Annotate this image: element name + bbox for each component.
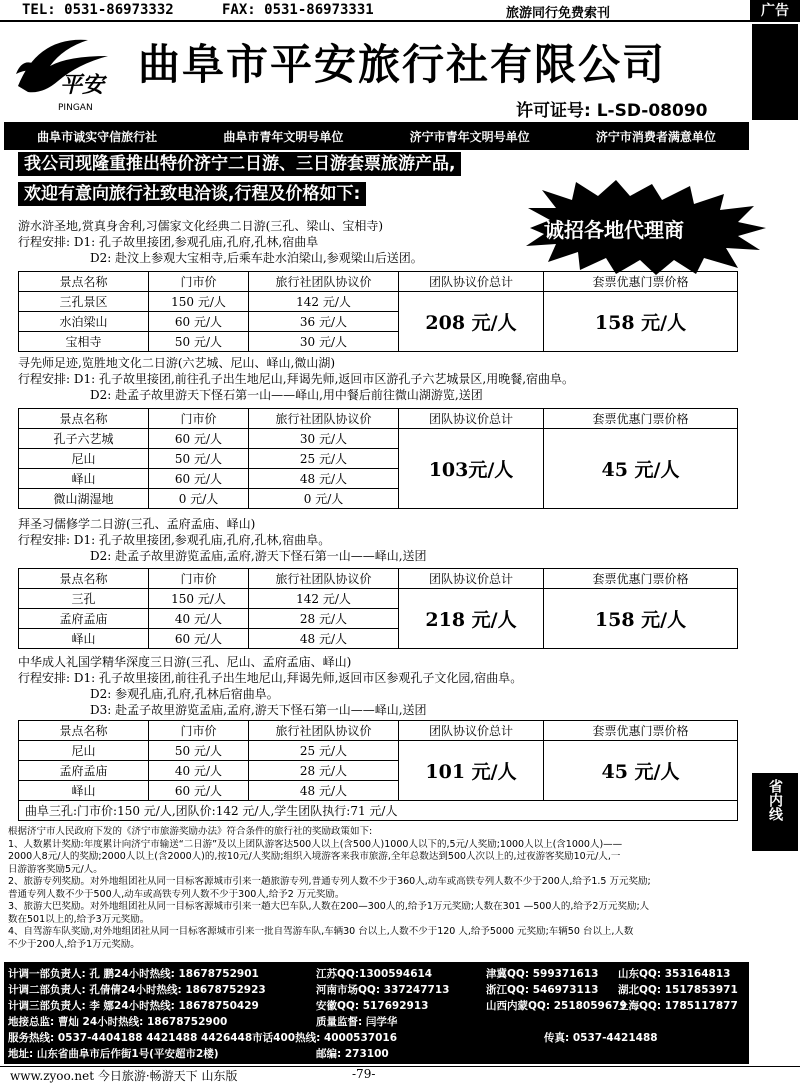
honors-bar [4,122,749,150]
agency-price: 48 元/人 [249,781,399,801]
tour-title: 中华成人礼国学精华深度三日游(三孔、尼山、孟府孟庙、峄山) [18,655,352,669]
table-header: 门市价 [149,272,249,292]
policy-line: 根据济宁市人民政府下发的《济宁市旅游奖励办法》符合条件的旅行社的奖励政策如下: [8,826,373,837]
table-header: 团队协议价总计 [399,409,544,429]
tour-itinerary-d1: 行程安排: D1: 孔子故里接团,前往孔子出生地尼山,拜谒先师,返回市区参观孔子文化园,宿曲阜。 [18,671,523,685]
retail-price: 60 元/人 [149,629,249,649]
retail-price: 150 元/人 [149,292,249,312]
license-number: 许可证号: L-SD-08090 [516,101,708,121]
spot-name: 三孔景区 [19,292,149,312]
spot-name: 峄山 [19,629,149,649]
honor-item: 曲阜市诚实守信旅行社 [37,129,158,144]
agency-price: 25 元/人 [249,449,399,469]
company-name: 曲阜市平安旅行社有限公司 [138,40,667,89]
spot-name: 微山湖湿地 [19,489,149,509]
agent-recruit-text: 诚招各地代理商 [544,218,684,242]
spot-name: 孟府孟庙 [19,761,149,781]
contact-row [8,1014,748,1030]
total-price: 208 元/人 [399,292,544,352]
tour-itinerary-d3: D3: 赴孟子故里游览孟庙,孟府,游天下怪石第一山——峄山,送团 [90,703,427,717]
package-price: 45 元/人 [544,741,738,801]
postcode: 邮编: 273100 [316,1048,389,1060]
contact-block [4,962,749,1064]
tour-itinerary-d1: 行程安排: D1: 孔子故里接团,参观孔庙,孔府,孔林,宿曲阜。 [18,533,331,547]
agency-price: 25 元/人 [249,741,399,761]
table-row [19,801,738,821]
service-hotline: 服务热线: 0537-4404188 4421488 4426448市话400热线: 4000537016 [8,1032,398,1044]
table-header: 套票优惠门票价格 [544,569,738,589]
ad-label: 广告 [750,0,800,22]
spot-name: 尼山 [19,449,149,469]
tour-itinerary-d1: 行程安排: D1: 孔子故里接团,前往孔子出生地尼山,拜谒先师,返回市区游孔子六艺城景区,用晚餐,宿曲阜。 [18,372,575,386]
table-header: 套票优惠门票价格 [544,272,738,292]
total-price: 101 元/人 [399,741,544,801]
contact-person: 计调三部负责人: 李 娜24小时热线: 18678750429 [8,1000,259,1012]
spot-name: 宝相寺 [19,332,149,352]
agency-price: 142 元/人 [249,292,399,312]
contact-row [8,982,748,998]
agency-price: 28 元/人 [249,761,399,781]
retail-price: 60 元/人 [149,469,249,489]
contact-row [8,966,748,982]
contact-qq: 津冀QQ: 599371613 [486,968,599,980]
spot-name: 水泊梁山 [19,312,149,332]
retail-price: 50 元/人 [149,449,249,469]
policy-line: 4、自驾游车队奖励,对外地组团社从同一目标客源城市引来一批自驾游车队,车辆30 台以上,人数不少于120 人,给予5000 元奖励;车辆50 台以上,人数 [8,926,634,937]
retail-price: 40 元/人 [149,609,249,629]
price-table [18,568,738,649]
policy-line: 3、旅游大巴奖励。对外地组团社从同一目标客源城市引来一趟大巴车队,人数在200—300人的,给予1万元奖励;人数在301 —500人的,给予2万元奖励;人 [8,901,650,912]
contact-qq: 江苏QQ:1300594614 [316,968,433,980]
fax: 传真: 0537-4421488 [544,1032,658,1044]
policy-line: 2000人8元/人的奖励;2000人以上(含2000人)的,按10元/人奖励;组织入境游客来我市旅游,全年总数达到500人次以上的,过夜游客奖励10元/人,一 [8,851,621,862]
table-header: 景点名称 [19,721,149,741]
retail-price: 150 元/人 [149,589,249,609]
retail-price: 40 元/人 [149,761,249,781]
table-header: 团队协议价总计 [399,569,544,589]
footer-site: www.zyoo.net 今日旅游·畅游天下 山东版 [10,1069,238,1083]
table-header: 门市价 [149,721,249,741]
tour-itinerary-d1: 行程安排: D1: 孔子故里接团,参观孔庙,孔府,孔林,宿曲阜 [18,235,319,249]
contact-person: 计调二部负责人: 孔倩倩24小时热线: 18678752923 [8,984,266,996]
policy-line: 1、人数累计奖励:年度累计向济宁市输送“二日游”及以上团队游客达500人以上(含500人)1000人以下的,5元/人奖励;1000人以上(含1000人)—— [8,838,623,850]
side-tab-decoration [752,24,798,120]
spot-name: 尼山 [19,741,149,761]
top-bar [0,0,800,22]
tour-itinerary-d2: D2: 参观孔庙,孔府,孔林后宿曲阜。 [90,687,279,701]
agency-price: 36 元/人 [249,312,399,332]
agency-price: 48 元/人 [249,469,399,489]
table-header: 门市价 [149,569,249,589]
agency-price: 142 元/人 [249,589,399,609]
company-logo [8,26,128,114]
table-header: 团队协议价总计 [399,721,544,741]
svg-text:PINGAN: PINGAN [58,103,93,113]
incentive-policy [8,826,748,951]
svg-text:平安: 平安 [60,72,105,98]
section-tab-label: 省内线 [767,779,783,821]
table-header: 景点名称 [19,272,149,292]
promo-line-1: 我公司现隆重推出特价济宁二日游、三日游套票旅游产品, [18,152,461,176]
retail-price: 0 元/人 [149,489,249,509]
retail-price: 50 元/人 [149,741,249,761]
tour-itinerary-d2: D2: 赴孟子故里游天下怪石第一山——峄山,用中餐后前往微山湖游览,送团 [90,388,483,402]
contact-qq: 山西内蒙QQ: 2518059679 [486,1000,627,1012]
honor-item: 济宁市消费者满意单位 [595,129,716,144]
company-header [4,24,749,120]
agency-price: 28 元/人 [249,609,399,629]
contact-row [8,998,748,1014]
agency-price: 48 元/人 [249,629,399,649]
table-header: 套票优惠门票价格 [544,409,738,429]
package-price: 158 元/人 [544,292,738,352]
contact-qq: 河南市场QQ: 337247713 [316,984,450,996]
contact-qq: 上海QQ: 1785117877 [618,1000,738,1012]
retail-price: 60 元/人 [149,429,249,449]
price-table [18,271,738,352]
price-table [18,720,738,821]
tour-title: 拜圣习儒修学二日游(三孔、孟府孟庙、峄山) [18,517,256,531]
contact-qq: 浙江QQ: 546973113 [486,984,599,996]
table-header: 门市价 [149,409,249,429]
table-row [19,429,738,449]
spot-name: 孟府孟庙 [19,609,149,629]
package-price: 158 元/人 [544,589,738,649]
retail-price: 60 元/人 [149,781,249,801]
retail-price: 50 元/人 [149,332,249,352]
total-price: 218 元/人 [399,589,544,649]
honor-item: 济宁市青年文明号单位 [409,129,530,144]
policy-line: 数在501以上的,给予3万元奖励。 [8,913,150,925]
contact-row [8,1030,748,1046]
tour-title: 游水浒圣地,赏真身舍利,习儒家文化经典二日游(三孔、梁山、宝相寺) [18,219,383,233]
retail-price: 60 元/人 [149,312,249,332]
table-header: 旅行社团队协议价 [249,569,399,589]
page-number: -79- [352,1067,376,1081]
contact-qq: 山东QQ: 353164813 [618,968,731,980]
contact-person: 地接总监: 曹灿 24小时热线: 18678752900 [8,1016,228,1028]
spot-name: 峄山 [19,469,149,489]
promo-line-2: 欢迎有意向旅行社致电洽谈,行程及价格如下: [18,182,366,206]
tour-itinerary-d2: D2: 赴孟子故里游览孟庙,孟府,游天下怪石第一山——峄山,送团 [90,549,427,563]
table-header: 套票优惠门票价格 [544,721,738,741]
phone-number: TEL: 0531-86973332 [22,2,174,18]
section-tab [752,773,798,851]
agency-price: 0 元/人 [249,489,399,509]
agency-price: 30 元/人 [249,429,399,449]
spot-name: 峄山 [19,781,149,801]
contact-person: 计调一部负责人: 孔 鹏24小时热线: 18678752901 [8,968,259,980]
address: 地址: 山东省曲阜市后作街1号(平安超市2楼) [8,1048,219,1060]
table-header: 景点名称 [19,569,149,589]
table-row [19,589,738,609]
tour-title: 寻先师足迹,览胜地文化二日游(六艺城、尼山、峄山,微山湖) [18,356,335,370]
magazine-slogan: 旅游同行免费索刊 [506,6,611,21]
table-header: 旅行社团队协议价 [249,409,399,429]
table-header: 景点名称 [19,409,149,429]
contact-qq: 湖北QQ: 1517853971 [618,984,738,996]
table-header: 旅行社团队协议价 [249,721,399,741]
promo-banner [18,152,461,206]
policy-line: 普通专列人数不少于500人,动车或高铁专列人数不少于300人,给予2 万元奖励。 [8,888,345,900]
tour-itinerary-d2: D2: 赴汶上参观大宝相寺,后乘车赴水泊梁山,参观梁山后送团。 [90,251,423,265]
contact-row [8,1046,748,1062]
table-row [19,292,738,312]
sankong-note: 曲阜三孔:门市价:150 元/人,团队价:142 元/人,学生团队执行:71 元/人 [19,801,738,821]
contact-qq: 安徽QQ: 517692913 [316,1000,429,1012]
page-footer [0,1066,800,1083]
table-header: 团队协议价总计 [399,272,544,292]
spot-name: 孔子六艺城 [19,429,149,449]
policy-line: 不少于200人,给予1万元奖励。 [8,938,140,950]
table-header: 旅行社团队协议价 [249,272,399,292]
agency-price: 30 元/人 [249,332,399,352]
policy-line: 日游游客奖励5元/人。 [8,863,103,875]
spot-name: 三孔 [19,589,149,609]
honor-item: 曲阜市青年文明号单位 [223,129,344,144]
fax-number: FAX: 0531-86973331 [222,2,374,18]
total-price: 103元/人 [399,429,544,509]
package-price: 45 元/人 [544,429,738,509]
quality-supervisor: 质量监督: 闫学华 [316,1016,398,1028]
table-row [19,741,738,761]
price-table [18,408,738,509]
policy-line: 2、旅游专列奖励。对外地组团社从同一目标客源城市引来一趟旅游专列,普通专列人数不少于360人,动车或高铁专列人数不少于200人,给予1.5 万元奖励; [8,876,651,887]
